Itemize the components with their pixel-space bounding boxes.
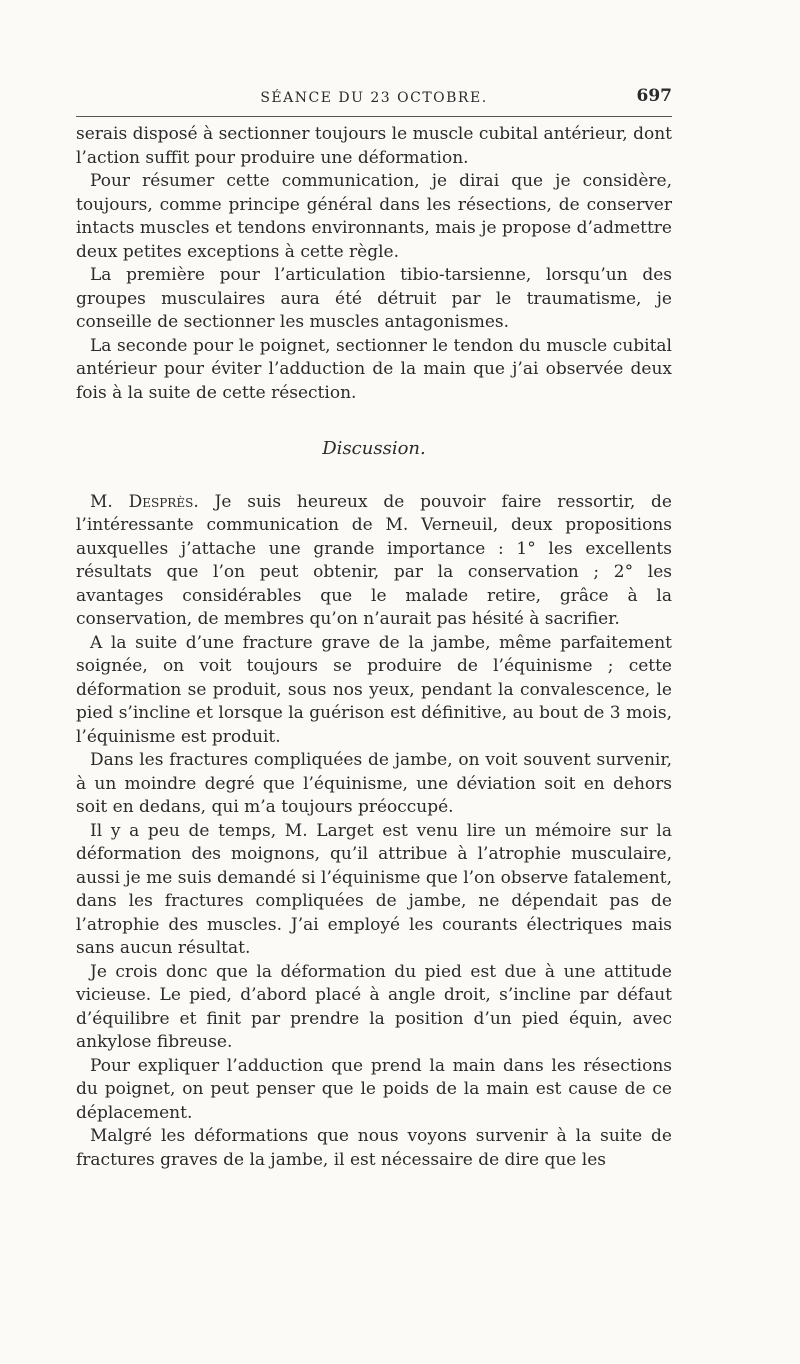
paragraph: Il y a peu de temps, M. Larget est venu lire un mémoire sur la déformation des moignons, qu’il attribue à l’atrophie musculaire, aussi je me suis demandé si l’équinisme que l’on observe fatalement, dans les fractures compliquées de jambe, ne dépendait pas de l’atrophie des muscles. J’ai employé les courants électriques mais sans aucun résultat.: [76, 820, 672, 958]
paragraph: serais disposé à sectionner toujours le muscle cubital antérieur, dont l’action suffit pour produire une déformation.: [76, 124, 672, 168]
discussion-paragraph: [76, 491, 672, 632]
paragraph: La seconde pour le poignet, sectionner le tendon du muscle cubital antérieur pour éviter l’adduction de la main que j’ai observée deux fois à la suite de cette résection.: [76, 335, 672, 403]
paragraph: A la suite d’une fracture grave de la jambe, même parfaitement soignée, on voit toujours se produire de l’équinisme ; cette déformation se produit, sous nos yeux, pendant la convalescence, le pied s’incline et lorsque la guérison est définitive, au bout de 3 mois, l’équinisme est produit.: [76, 632, 672, 747]
paragraph: Pour expliquer l’adduction que prend la main dans les résections du poignet, on peut penser que le poids de la main est cause de ce déplacement.: [76, 1055, 672, 1123]
paragraph: Malgré les déformations que nous voyons survenir à la suite de fractures graves de la jambe, il est nécessaire de dire que les: [76, 1126, 672, 1170]
body-text: [76, 123, 672, 1172]
paragraph: Dans les fractures compliquées de jambe, on voit souvent survenir, à un moindre degré que l’équinisme, une déviation soit en dehors soit en dedans, qui m’a toujours préoccupé.: [76, 750, 672, 817]
paragraph: Je crois donc que la déformation du pied est due à une attitude vicieuse. Le pied, d’abord placé à angle droit, s’incline par défaut d’équilibre et finit par prendre la position d’un pied équin, avec ankylose fibreuse.: [76, 961, 672, 1052]
paragraph-text: Je suis heureux de pouvoir faire ressortir, de l’intéressante communication de M. Verneuil, deux propositions auxquelles j’attache une grande importance : 1° les excellents résultats que l’on peut obtenir, par la conservation ; 2° les avantages considérables que le malade retire, grâce à la conservation, de membres qu’on n’aurait pas hésité à sacrifier.: [76, 491, 672, 629]
running-title: SÉANCE DU 23 OCTOBRE.: [260, 90, 488, 106]
paragraph: Pour résumer cette communication, je dirai que je considère, toujours, comme principe général dans les résections, de conserver intacts muscles et tendons environnants, mais je propose d’admettre deux petites exceptions à cette règle.: [76, 171, 672, 262]
document-page: [76, 82, 672, 1172]
running-head: [76, 82, 672, 112]
speaker-name: M. Desprès.: [90, 491, 199, 512]
paragraph: La première pour l’articulation tibio-tarsienne, lorsqu’un des groupes musculaires aura été détruit par le traumatisme, je conseille de sectionner les muscles antagonismes.: [76, 265, 672, 332]
section-title: Discussion.: [322, 438, 426, 459]
page-number: 697: [636, 86, 672, 106]
header-rule: [76, 116, 672, 117]
